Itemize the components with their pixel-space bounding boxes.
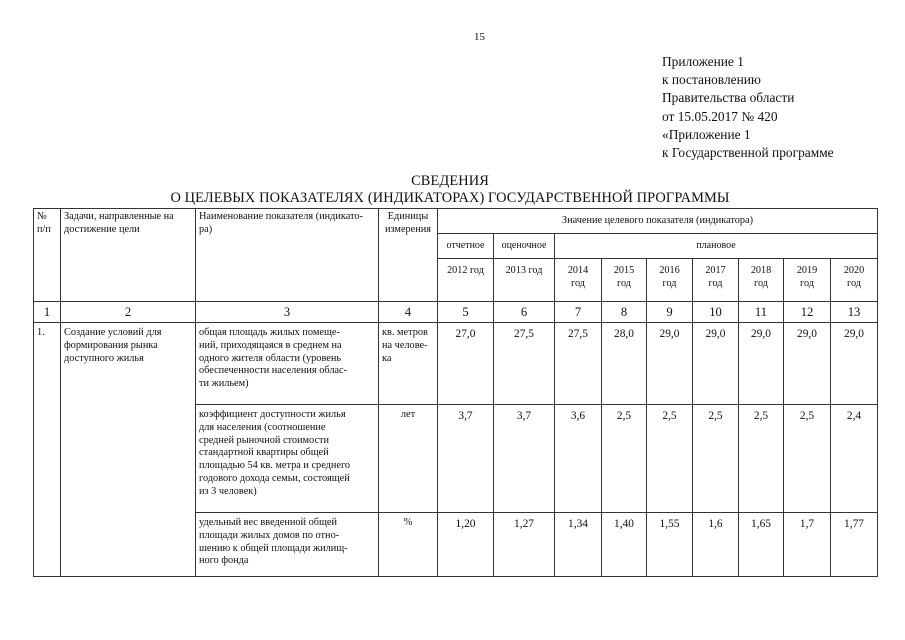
column-number: 4 bbox=[379, 302, 438, 323]
column-numbers-row bbox=[34, 302, 878, 323]
indicator-cell: удельный вес введенной общей площади жилых домов по отно- шению к общей площади жилищ- ного фонда bbox=[196, 513, 379, 577]
value-cell: 1,34 bbox=[555, 513, 602, 577]
value-cell: 2,5 bbox=[739, 405, 784, 513]
unit-cell: кв. метров на челове- ка bbox=[379, 323, 438, 405]
value-cell: 3,6 bbox=[555, 405, 602, 513]
column-number: 11 bbox=[739, 302, 784, 323]
value-cell: 27,5 bbox=[555, 323, 602, 405]
header-tasks: Задачи, направленные на достижение цели bbox=[61, 209, 196, 302]
value-cell: 1,55 bbox=[647, 513, 693, 577]
header-year: 2020 год bbox=[831, 259, 878, 302]
row-number: 1. bbox=[34, 323, 61, 577]
value-cell: 2,5 bbox=[602, 405, 647, 513]
indicators-table bbox=[33, 208, 878, 577]
indicator-cell: общая площадь жилых помеще- ний, приходящаяся в среднем на одного жителя области (уровень обеспеченности населения облас- ти жильем) bbox=[196, 323, 379, 405]
header-year: 2016 год bbox=[647, 259, 693, 302]
value-cell: 29,0 bbox=[647, 323, 693, 405]
page-number: 15 bbox=[474, 31, 485, 43]
value-cell: 2,5 bbox=[647, 405, 693, 513]
column-number: 9 bbox=[647, 302, 693, 323]
value-cell: 1,40 bbox=[602, 513, 647, 577]
header-year: 2019 год bbox=[784, 259, 831, 302]
unit-cell: % bbox=[379, 513, 438, 577]
appendix-line: от 15.05.2017 № 420 bbox=[662, 108, 778, 124]
column-number: 2 bbox=[61, 302, 196, 323]
value-cell: 27,0 bbox=[438, 323, 494, 405]
header-indicator: Наименование показателя (индикато- ра) bbox=[196, 209, 379, 302]
appendix-line: Приложение 1 bbox=[662, 54, 744, 69]
value-cell: 29,0 bbox=[831, 323, 878, 405]
header-year: 2015 год bbox=[602, 259, 647, 302]
column-number: 12 bbox=[784, 302, 831, 323]
document-title bbox=[100, 173, 800, 206]
header-year: 2018 год bbox=[739, 259, 784, 302]
value-cell: 2,5 bbox=[693, 405, 739, 513]
column-number: 6 bbox=[494, 302, 555, 323]
column-number: 13 bbox=[831, 302, 878, 323]
column-number: 10 bbox=[693, 302, 739, 323]
header-num: № п/п bbox=[34, 209, 61, 302]
title-line-1: СВЕДЕНИЯ bbox=[411, 173, 489, 189]
value-cell: 1,20 bbox=[438, 513, 494, 577]
table-row bbox=[34, 323, 878, 405]
task-cell: Создание условий для формирования рынка доступного жилья bbox=[61, 323, 196, 577]
appendix-line: к постановлению bbox=[662, 72, 761, 88]
value-cell: 2,5 bbox=[784, 405, 831, 513]
unit-cell: лет bbox=[379, 405, 438, 513]
header-year: 2017 год bbox=[693, 259, 739, 302]
header-reported: отчетное bbox=[438, 234, 494, 259]
appendix-block bbox=[662, 53, 834, 162]
value-cell: 1,27 bbox=[494, 513, 555, 577]
header-estimated: оценочное bbox=[494, 234, 555, 259]
value-cell: 1,77 bbox=[831, 513, 878, 577]
header-planned: плановое bbox=[555, 234, 878, 259]
value-cell: 2,4 bbox=[831, 405, 878, 513]
value-cell: 1,65 bbox=[739, 513, 784, 577]
value-cell: 1,6 bbox=[693, 513, 739, 577]
value-cell: 28,0 bbox=[602, 323, 647, 405]
title-line-2: О ЦЕЛЕВЫХ ПОКАЗАТЕЛЯХ (ИНДИКАТОРАХ) ГОСУДАРСТВЕННОЙ ПРОГРАММЫ bbox=[170, 189, 730, 206]
indicator-cell: коэффициент доступности жилья для населения (соотношение средней рыночной стоимости стандартной квартиры общей площадью 54 кв. метра и среднего годового дохода семьи, состоящей из 3 человек) bbox=[196, 405, 379, 513]
value-cell: 29,0 bbox=[784, 323, 831, 405]
header-year: 2013 год bbox=[494, 259, 555, 302]
column-number: 3 bbox=[196, 302, 379, 323]
value-cell: 3,7 bbox=[494, 405, 555, 513]
column-number: 5 bbox=[438, 302, 494, 323]
value-cell: 1,7 bbox=[784, 513, 831, 577]
header-year: 2012 год bbox=[438, 259, 494, 302]
header-year: 2014 год bbox=[555, 259, 602, 302]
value-cell: 3,7 bbox=[438, 405, 494, 513]
header-value-group: Значение целевого показателя (индикатора) bbox=[438, 209, 878, 234]
value-cell: 29,0 bbox=[693, 323, 739, 405]
appendix-line: «Приложение 1 bbox=[662, 126, 751, 142]
appendix-line: Правительства области bbox=[662, 90, 795, 106]
value-cell: 27,5 bbox=[494, 323, 555, 405]
header-units: Единицы измерения bbox=[379, 209, 438, 302]
column-number: 7 bbox=[555, 302, 602, 323]
column-number: 8 bbox=[602, 302, 647, 323]
value-cell: 29,0 bbox=[739, 323, 784, 405]
appendix-line: к Государственной программе bbox=[662, 145, 834, 161]
column-number: 1 bbox=[34, 302, 61, 323]
